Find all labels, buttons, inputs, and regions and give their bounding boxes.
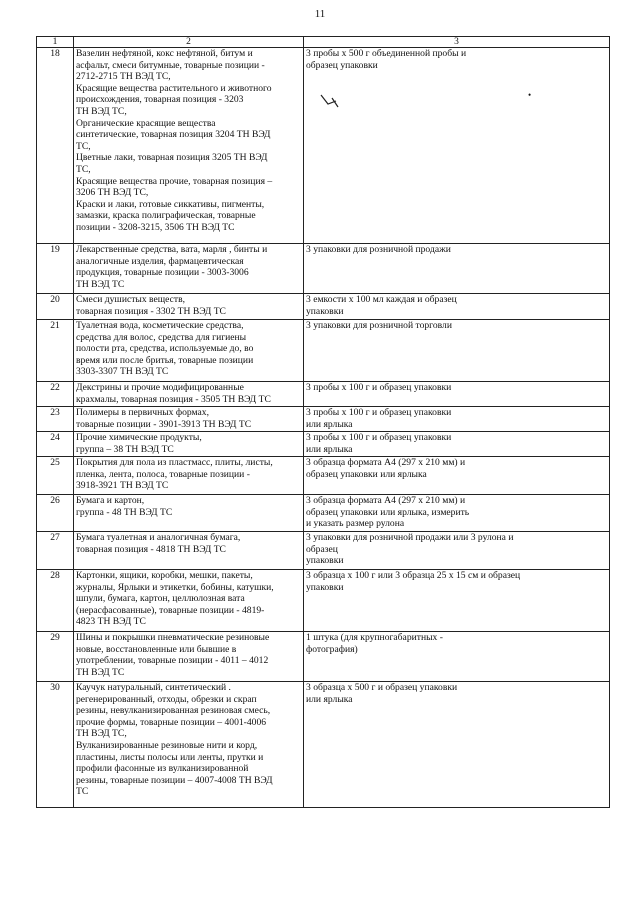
row-number: 19 <box>37 244 74 294</box>
table-row <box>37 407 610 432</box>
row-number: 25 <box>37 457 74 495</box>
row-number: 30 <box>37 682 74 808</box>
row-number: 22 <box>37 382 74 407</box>
row-number: 24 <box>37 432 74 457</box>
sample-requirement: 3 пробы х 500 г объединенной пробы и образец упаковки <box>304 48 610 244</box>
row-number: 23 <box>37 407 74 432</box>
column-header: 2 <box>74 37 304 48</box>
row-number: 29 <box>37 632 74 682</box>
requirements-table <box>36 36 610 808</box>
sample-requirement: 3 упаковки для розничной продажи или 3 рулона и образец упаковки <box>304 532 610 570</box>
table-row <box>37 320 610 382</box>
goods-description: Прочие химические продукты, группа – 38 ТН ВЭД ТС <box>74 432 304 457</box>
row-number: 18 <box>37 48 74 244</box>
table-row <box>37 294 610 320</box>
table-row <box>37 432 610 457</box>
sample-requirement: 3 образца формата А4 (297 х 210 мм) и образец упаковки или ярлыка, измерить и указать размер рулона <box>304 495 610 532</box>
sample-requirement: 3 образца х 100 г или 3 образца 25 х 15 см и образец упаковки <box>304 570 610 632</box>
table-row <box>37 457 610 495</box>
table-row <box>37 495 610 532</box>
goods-description: Покрытия для пола из пластмасс, плиты, листы, пленка, лента, полоса, товарные позиции - 3918-3921 ТН ВЭД ТС <box>74 457 304 495</box>
table-row <box>37 632 610 682</box>
row-number: 27 <box>37 532 74 570</box>
goods-description: Бумага туалетная и аналогичная бумага, товарная позиция - 4818 ТН ВЭД ТС <box>74 532 304 570</box>
sample-requirement: 3 образца формата А4 (297 х 210 мм) и образец упаковки или ярлыка <box>304 457 610 495</box>
table-row <box>37 682 610 808</box>
page-number: 11 <box>314 8 326 20</box>
sample-requirement: 3 пробы х 100 г и образец упаковки или ярлыка <box>304 432 610 457</box>
sample-requirement: 3 пробы х 100 г и образец упаковки <box>304 382 610 407</box>
sample-requirement: 1 штука (для крупногабаритных - фотография) <box>304 632 610 682</box>
goods-description: Полимеры в первичных формах, товарные позиции - 3901-3913 ТН ВЭД ТС <box>74 407 304 432</box>
table-row <box>37 570 610 632</box>
row-number: 21 <box>37 320 74 382</box>
table-row <box>37 532 610 570</box>
row-number: 20 <box>37 294 74 320</box>
column-header: 1 <box>37 37 74 48</box>
sample-requirement: 3 емкости х 100 мл каждая и образец упаковки <box>304 294 610 320</box>
goods-description: Каучук натуральный, синтетический . регенерированный, отходы, обрезки и скрап резины, невулканизированная резиновая смесь, прочие формы, товарные позиции – 4001-4006 ТН ВЭД ТС, Вулканизированные резиновые нити и корд, пластины, листы полосы или ленты, прутки и профили фасонные из вулканизированной резины, товарные позиции – 4007-4008 ТН ВЭД ТС <box>74 682 304 808</box>
handwritten-mark <box>318 92 344 112</box>
goods-description: Картонки, ящики, коробки, мешки, пакеты, журналы, Ярлыки и этикетки, бобины, катушки, шпули, бумага, картон, целлюлозная вата (нерасфасованные), товарные позиции - 4819- 4823 ТН ВЭД ТС <box>74 570 304 632</box>
table-row <box>37 244 610 294</box>
table-row <box>37 48 610 244</box>
goods-description: Лекарственные средства, вата, марля , бинты и аналогичные изделия, фармацевтическая продукция, товарные позиции - 3003-3006 ТН ВЭД ТС <box>74 244 304 294</box>
goods-description: Туалетная вода, косметические средства, средства для волос, средства для гигиены полости рта, средства, используемые до, во время или после бритья, товарные позиции 3303-3307 ТН ВЭД ТС <box>74 320 304 382</box>
goods-description: Шины и покрышки пневматические резиновые новые, восстановленные или бывшие в употреблении, товарные позиции - 4011 – 4012 ТН ВЭД ТС <box>74 632 304 682</box>
goods-description: Бумага и картон, группа - 48 ТН ВЭД ТС <box>74 495 304 532</box>
scan-dot: • <box>528 90 532 100</box>
goods-description: Вазелин нефтяной, кокс нефтяной, битум и асфальт, смеси битумные, товарные позиции - 2712-2715 ТН ВЭД ТС, Красящие вещества растительного и животного происхождения, товарная позиция - 3203 ТН ВЭД ТС, Органические красящие вещества синтетические, товарная позиция 3204 ТН ВЭД ТС, Цветные лаки, товарная позиция 3205 ТН ВЭД ТС, Красящие вещества прочие, товарная позиция – 3206 ТН ВЭД ТС, Краски и лаки, готовые сиккативы, пигменты, замазки, краска полиграфическая, товарные позиции - 3208-3215, 3506 ТН ВЭД ТС <box>74 48 304 244</box>
goods-description: Смеси душистых веществ, товарная позиция - 3302 ТН ВЭД ТС <box>74 294 304 320</box>
goods-description: Декстрины и прочие модифицированные крахмалы, товарная позиция - 3505 ТН ВЭД ТС <box>74 382 304 407</box>
sample-requirement: 3 упаковки для розничной продажи <box>304 244 610 294</box>
row-number: 26 <box>37 495 74 532</box>
column-header: 3 <box>304 37 610 48</box>
sample-requirement: 3 образца х 500 г и образец упаковки или ярлыка <box>304 682 610 808</box>
row-number: 28 <box>37 570 74 632</box>
table-header-row <box>37 37 610 48</box>
table-row <box>37 382 610 407</box>
sample-requirement: 3 пробы х 100 г и образец упаковки или ярлыка <box>304 407 610 432</box>
sample-requirement: 3 упаковки для розничной торговли <box>304 320 610 382</box>
